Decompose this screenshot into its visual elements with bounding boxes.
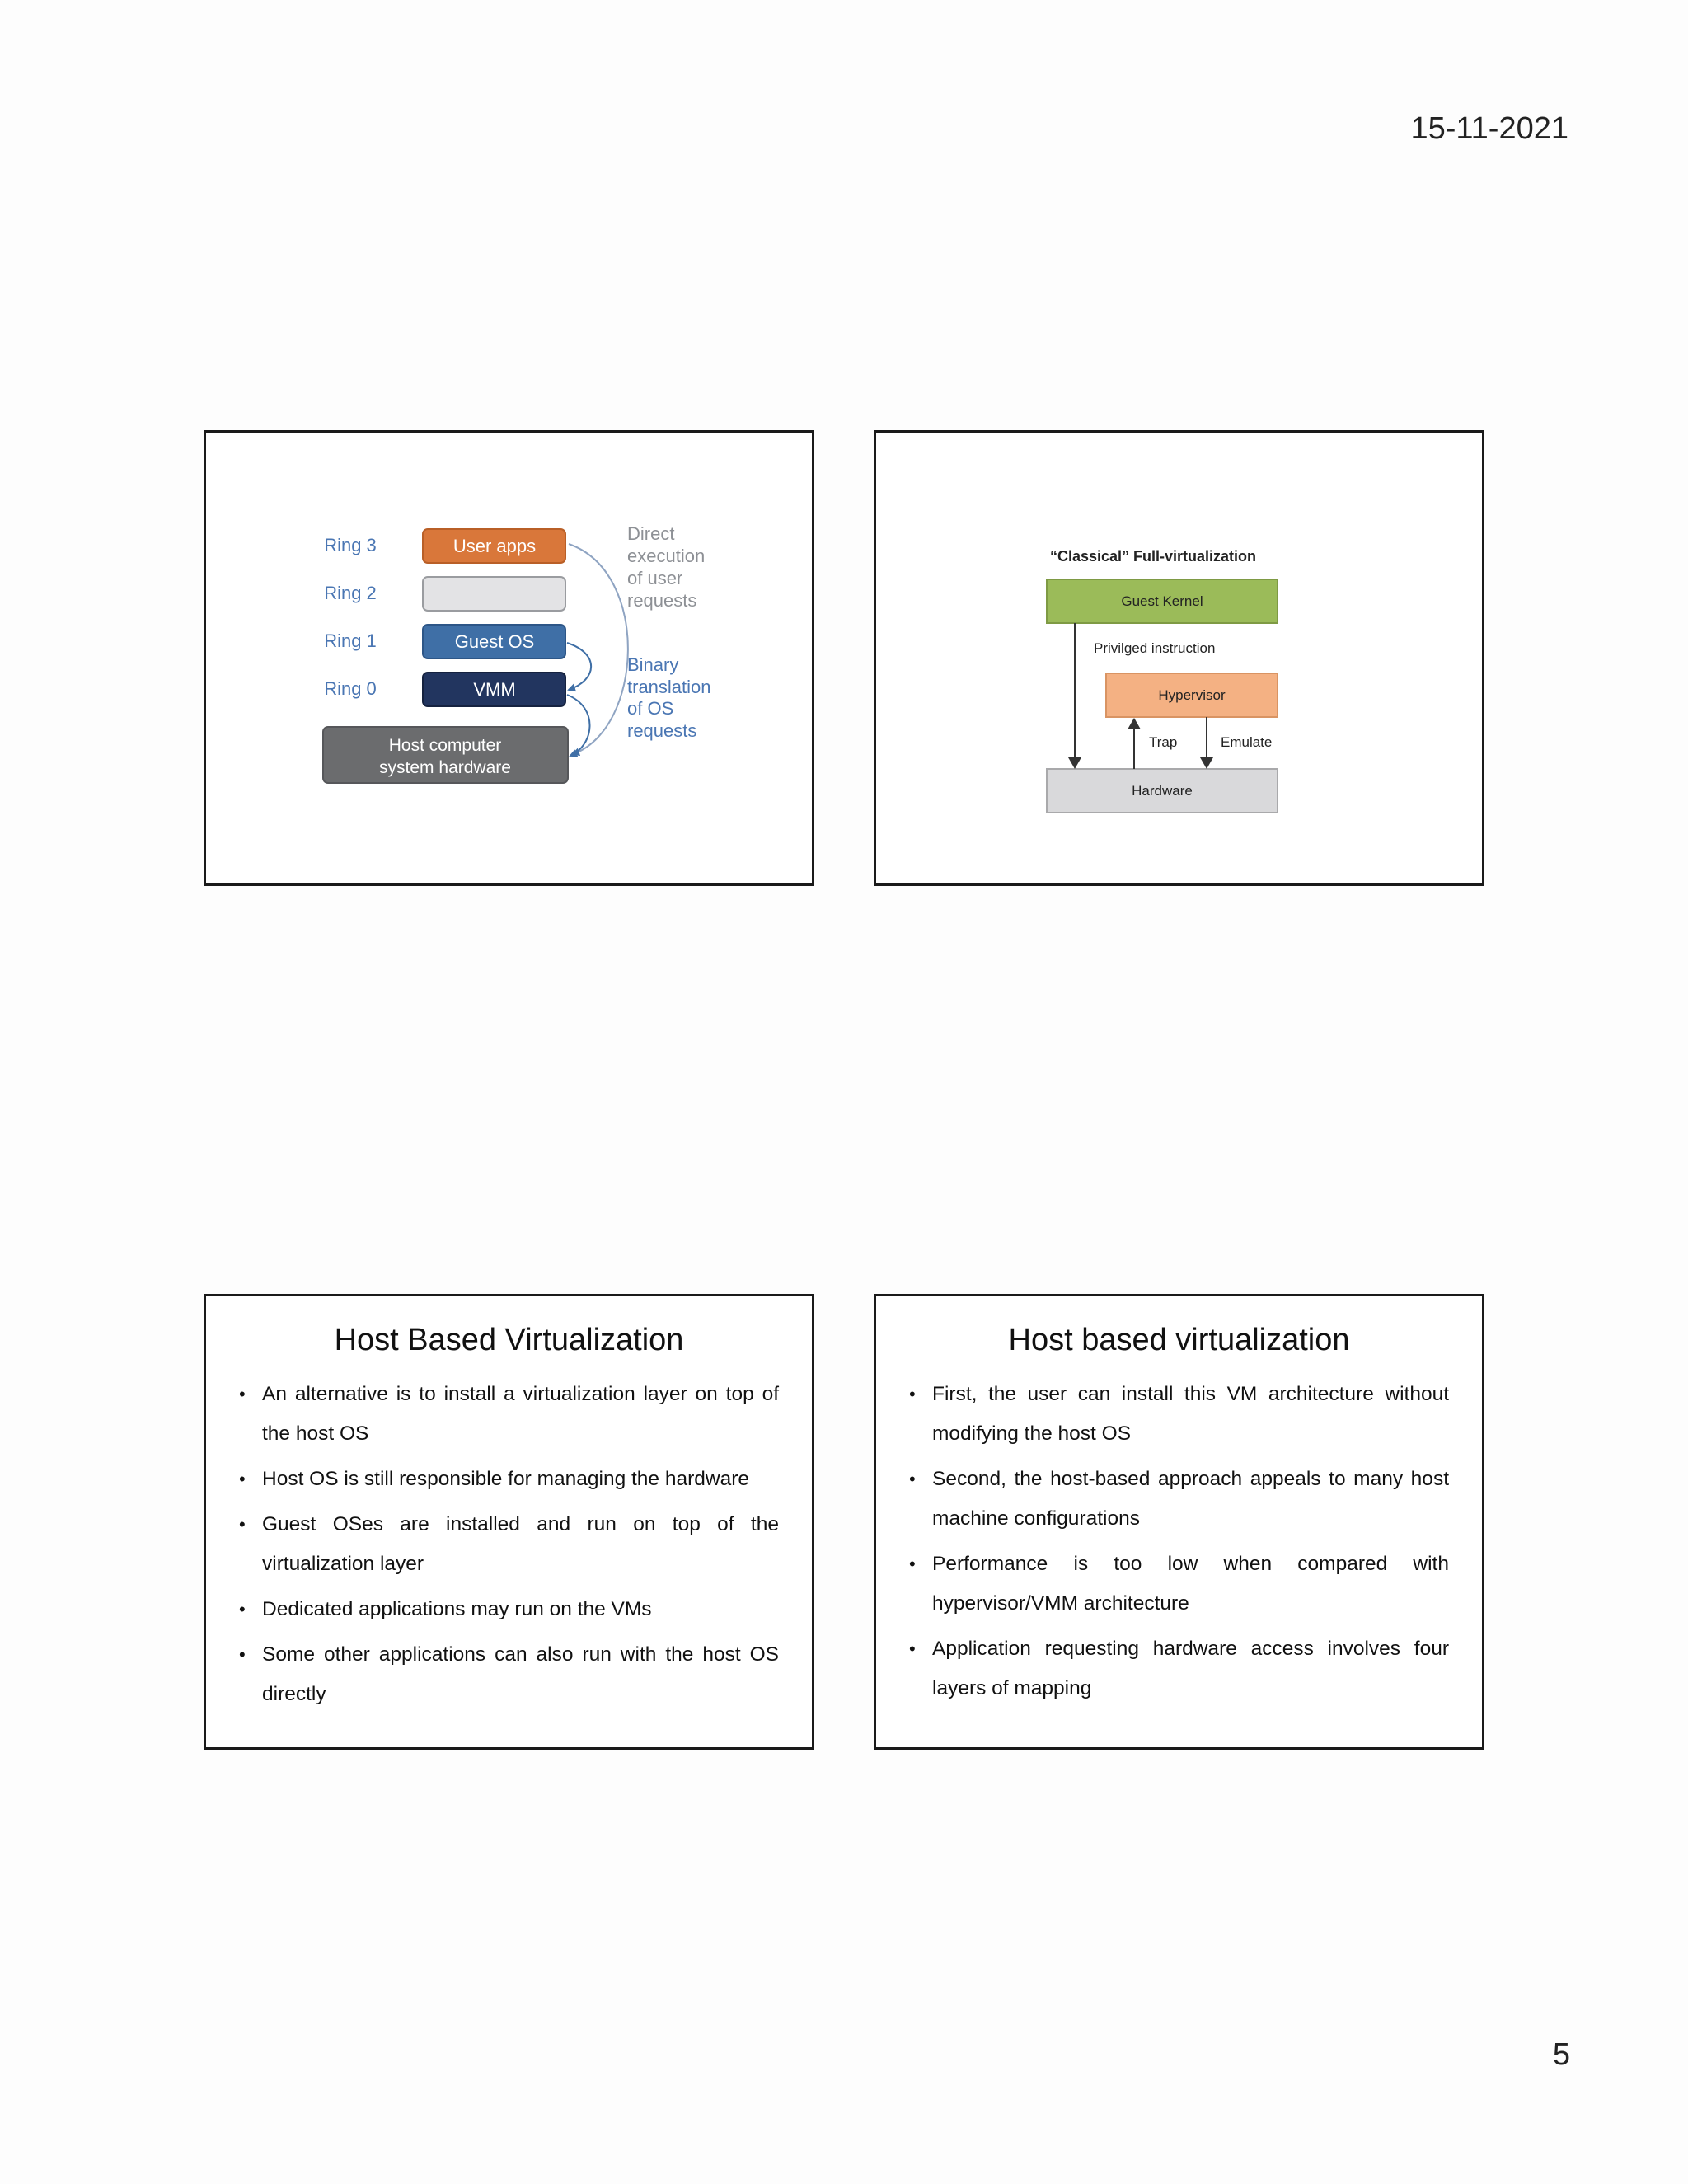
guest-os-label: Guest OS (454, 631, 535, 652)
emulate-label: Emulate (1221, 734, 1273, 750)
bullet-item: • Host OS is still responsible for managing the hardware (239, 1460, 779, 1499)
hypervisor-label: Hypervisor (1158, 687, 1226, 703)
ring-2-empty-box (423, 577, 565, 611)
binary-translation-line1: Binary (627, 654, 679, 675)
binary-translation-line2: translation (627, 677, 711, 697)
full-virtualization-diagram (876, 433, 1482, 883)
slide-full-virtualization (874, 430, 1484, 886)
host-hardware-line2: system hardware (379, 758, 511, 777)
trap-label: Trap (1149, 734, 1178, 750)
ring-1-label: Ring 1 (324, 630, 377, 651)
bullet-item: • Dedicated applications may run on the VMs (239, 1590, 779, 1629)
ring-diagram (206, 433, 812, 883)
binary-translation-line3: of OS (627, 698, 674, 719)
bullet-list (239, 1375, 779, 1714)
bullet-item: • An alternative is to install a virtualization layer on top of the host OS (239, 1375, 779, 1454)
ring-3-label: Ring 3 (324, 535, 377, 555)
slide-host-based-virtualization-2 (874, 1294, 1484, 1750)
trap-arrowhead (1128, 718, 1141, 729)
bullet-item: • Guest OSes are installed and run on top of the virtualization layer (239, 1505, 779, 1584)
slide-ring-diagram (204, 430, 814, 886)
diagram-title: “Classical” Full-virtualization (1049, 548, 1257, 565)
bullet-item: • Some other applications can also run with the host OS directly (239, 1635, 779, 1714)
direct-execution-line2: execution (627, 546, 706, 566)
ring-2-label: Ring 2 (324, 583, 377, 603)
bullet-list (909, 1375, 1449, 1708)
bullet-item: • Application requesting hardware access involves four layers of mapping (909, 1629, 1449, 1708)
slide-title: Host Based Virtualization (334, 1323, 684, 1357)
ring-0-label: Ring 0 (324, 678, 377, 699)
bullet-item: • Second, the host-based approach appeals to many host machine configurations (909, 1460, 1449, 1539)
guest-kernel-label: Guest Kernel (1121, 593, 1203, 609)
direct-execution-line4: requests (627, 590, 697, 611)
bullet-item: • First, the user can install this VM architecture without modifying the host OS (909, 1375, 1449, 1454)
binary-translation-line4: requests (627, 720, 697, 741)
bullet-item: • Performance is too low when compared with hypervisor/VMM architecture (909, 1544, 1449, 1624)
emulate-arrowhead (1200, 757, 1213, 769)
host-hardware-line1: Host computer (388, 736, 502, 755)
direct-execution-arrow (569, 544, 628, 754)
vmm-label: VMM (473, 679, 516, 700)
slide-host-based-virtualization-1 (204, 1294, 814, 1750)
page-date: 15-11-2021 (1410, 111, 1568, 146)
direct-execution-line3: of user (627, 568, 683, 588)
privileged-instruction-arrowhead (1068, 757, 1081, 769)
user-apps-label: User apps (452, 536, 537, 556)
direct-execution-line1: Direct (627, 523, 675, 544)
guest-os-to-vmm-arrow (567, 643, 591, 690)
page-number: 5 (1552, 2037, 1570, 2072)
privileged-instruction-label: Privilged instruction (1094, 640, 1216, 656)
hardware-label: Hardware (1132, 783, 1193, 799)
slide-title: Host based virtualization (1008, 1323, 1350, 1357)
